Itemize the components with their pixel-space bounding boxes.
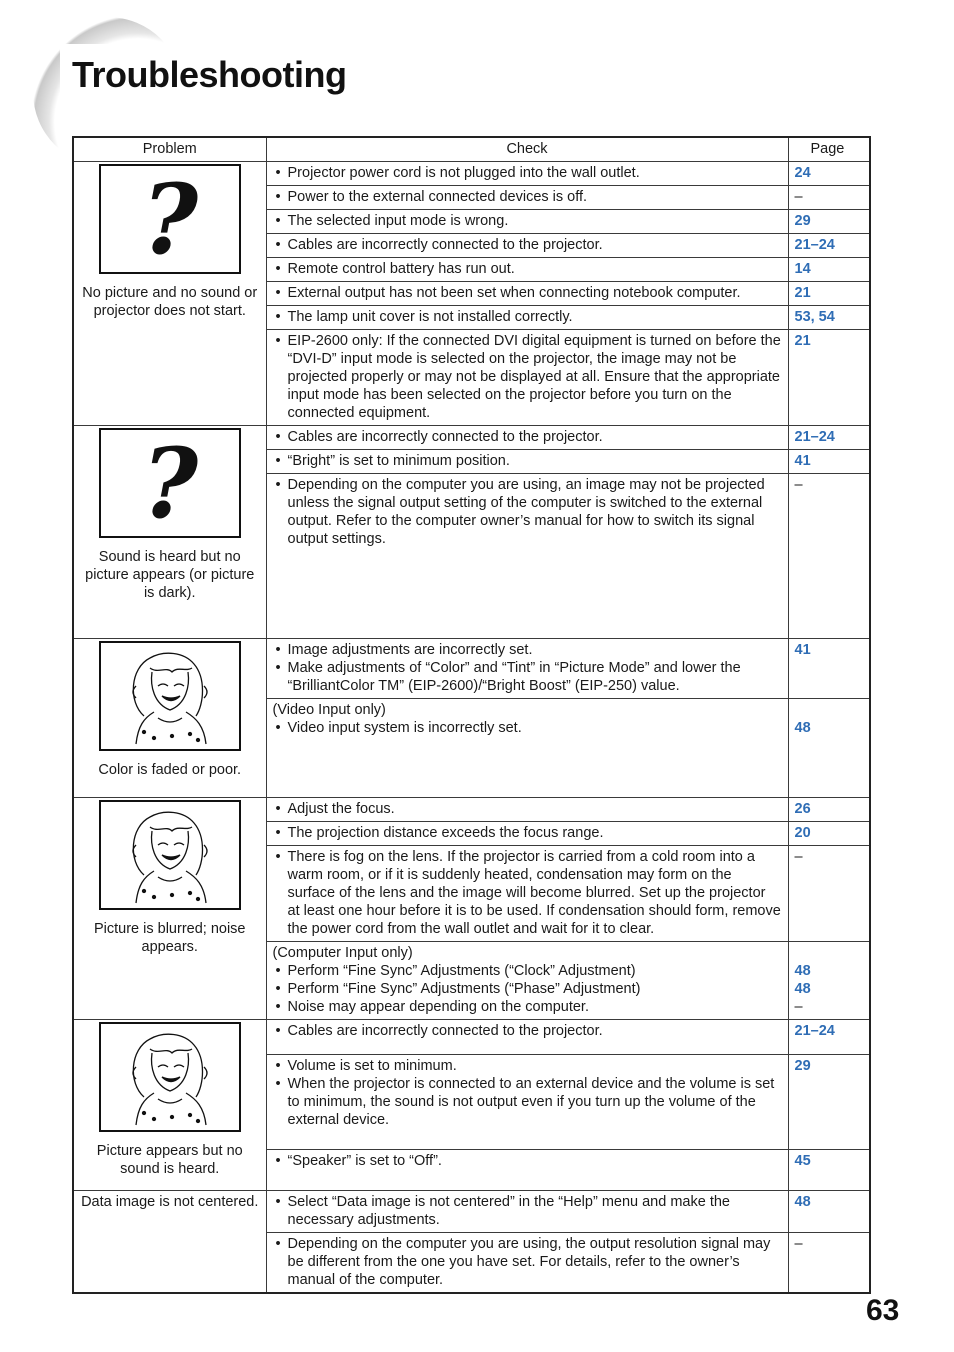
check-cell — [266, 846, 788, 942]
problem-label: Sound is heard but no picture appears (or picture is dark). — [85, 549, 255, 601]
page-ref[interactable]: 48 — [794, 720, 811, 736]
check-item: • Perform “Fine Sync” Adjustments (“Phase” Adjustment) — [273, 980, 782, 998]
page-ref[interactable]: 21–24 — [794, 1023, 835, 1039]
check-list — [273, 1022, 782, 1040]
table-row — [73, 426, 870, 450]
check-cell — [266, 639, 788, 699]
page-cell — [788, 210, 870, 234]
check-list — [273, 1193, 782, 1229]
page-ref: – — [794, 849, 803, 865]
check-cell — [266, 798, 788, 822]
page-cell — [788, 1191, 870, 1233]
check-list — [273, 848, 782, 938]
check-item: • When the projector is connected to an external device and the volume is set to minimum, the sound is not output even if you turn up the volume of the external device. — [273, 1075, 782, 1129]
check-item: • The selected input mode is wrong. — [273, 212, 782, 230]
check-item: • Cables are incorrectly connected to the projector. — [273, 236, 782, 254]
page-cell — [788, 426, 870, 450]
page-cell — [788, 282, 870, 306]
check-cell — [266, 258, 788, 282]
check-cell — [266, 306, 788, 330]
check-item: • Depending on the computer you are using, the output resolution signal may be different from the one you have set. For details, refer to the owner’s manual of the computer. — [273, 1235, 782, 1289]
page-ref[interactable]: 29 — [794, 1058, 811, 1074]
problem-label: Picture appears but no sound is heard. — [96, 1143, 243, 1177]
check-item: • “Bright” is set to minimum position. — [273, 452, 782, 470]
page-ref — [795, 944, 864, 962]
page-ref — [795, 701, 864, 719]
page-cell — [788, 162, 870, 186]
page-cell — [788, 798, 870, 822]
check-item: • There is fog on the lens. If the projector is carried from a cold room into a warm room, or if it is suddenly heated, condensation may form on the surface of the lens and the image will become blurred. Set up the projector at least one hour before it is to be used. If condensation should form, remove the power cord from the wall outlet and wait for it to clear. — [273, 848, 782, 938]
page-cell — [788, 942, 870, 1020]
page-cell — [788, 330, 870, 426]
problem-label: Picture is blurred; noise appears. — [93, 921, 246, 955]
problem-cell — [73, 639, 266, 798]
check-cell — [266, 474, 788, 639]
problem-cell — [73, 426, 266, 639]
problem-cell — [73, 798, 266, 1020]
page-cell — [788, 306, 870, 330]
check-item: • Cables are incorrectly connected to the projector. — [273, 1022, 782, 1040]
check-item: • Power to the external connected devices is off. — [273, 188, 782, 206]
check-item: • “Speaker” is set to “Off”. — [273, 1152, 782, 1170]
check-cell — [266, 1055, 788, 1150]
page-ref[interactable]: 21 — [794, 285, 811, 301]
page-cell — [788, 1020, 870, 1055]
page-ref[interactable]: 48 — [794, 981, 811, 997]
check-cell — [266, 186, 788, 210]
check-item: • Volume is set to minimum. — [273, 1057, 782, 1075]
page-cell — [788, 186, 870, 210]
page-ref[interactable]: 14 — [794, 261, 811, 277]
check-item: • Projector power cord is not plugged into the wall outlet. — [273, 164, 782, 182]
table-row — [73, 639, 870, 699]
header-page: Page — [788, 137, 870, 162]
page-ref: – — [794, 477, 803, 493]
check-item: • The lamp unit cover is not installed correctly. — [273, 308, 782, 326]
table-row — [73, 162, 870, 186]
page-ref[interactable]: 41 — [794, 453, 811, 469]
page-ref[interactable]: 29 — [794, 213, 811, 229]
check-cell — [266, 282, 788, 306]
page-cell — [788, 1150, 870, 1191]
check-cell — [266, 234, 788, 258]
check-item: • Noise may appear depending on the computer. — [273, 998, 782, 1016]
page-cell — [788, 822, 870, 846]
page-ref[interactable]: 20 — [794, 825, 811, 841]
page-ref[interactable]: 21–24 — [794, 237, 835, 253]
header-check: Check — [266, 137, 788, 162]
table-row — [73, 798, 870, 822]
check-list — [273, 800, 782, 818]
page-ref[interactable]: 24 — [794, 165, 811, 181]
check-cell — [266, 942, 788, 1020]
page-ref: – — [794, 189, 803, 205]
table-header-row — [73, 137, 870, 162]
check-list — [273, 260, 782, 278]
check-list — [273, 719, 782, 737]
girl-face-sketch-icon — [99, 800, 241, 910]
problem-label: Data image is not centered. — [81, 1194, 259, 1210]
check-item: • The projection distance exceeds the focus range. — [273, 824, 782, 842]
problem-cell — [73, 1020, 266, 1191]
check-item: • Cables are incorrectly connected to the projector. — [273, 428, 782, 446]
check-list — [273, 284, 782, 302]
check-list — [273, 308, 782, 326]
page-ref: – — [794, 999, 803, 1015]
header-problem: Problem — [73, 137, 266, 162]
check-cell — [266, 330, 788, 426]
svg-text:?: ? — [141, 441, 198, 525]
page-cell — [788, 450, 870, 474]
check-list — [273, 1235, 782, 1289]
check-list — [273, 164, 782, 182]
check-cell — [266, 426, 788, 450]
page-ref[interactable]: 48 — [794, 963, 811, 979]
svg-text:?: ? — [141, 177, 198, 261]
page-cell — [788, 258, 870, 282]
check-list — [273, 476, 782, 548]
check-list — [273, 824, 782, 842]
troubleshooting-table — [72, 136, 871, 1294]
page-cell — [788, 474, 870, 639]
check-intro: (Video Input only) — [272, 702, 386, 718]
page-cell — [788, 639, 870, 699]
page-ref[interactable]: 48 — [794, 1194, 811, 1210]
check-cell — [266, 210, 788, 234]
problem-cell — [73, 162, 266, 426]
question-mark-icon — [99, 164, 241, 274]
check-cell — [266, 699, 788, 798]
check-cell — [266, 450, 788, 474]
problem-label: Color is faded or poor. — [98, 762, 242, 778]
check-list — [273, 188, 782, 206]
check-cell — [266, 822, 788, 846]
girl-face-sketch-icon — [99, 1022, 241, 1132]
page-ref[interactable]: 41 — [794, 642, 811, 658]
check-list — [273, 332, 782, 422]
page-ref[interactable]: 21–24 — [794, 429, 835, 445]
page-cell — [788, 846, 870, 942]
check-list — [273, 236, 782, 254]
check-item: • Remote control battery has run out. — [273, 260, 782, 278]
check-item: • Depending on the computer you are using, an image may not be projected unless the signal output setting of the computer is switched to the external output. Refer to the computer owner’s manual for how to switch its signal output settings. — [273, 476, 782, 548]
check-list — [273, 962, 782, 1016]
check-item: • Select “Data image is not centered” in the “Help” menu and make the necessary adjustments. — [273, 1193, 782, 1229]
check-item: • Perform “Fine Sync” Adjustments (“Clock” Adjustment) — [273, 962, 782, 980]
check-intro: (Computer Input only) — [272, 945, 413, 961]
check-list — [273, 1057, 782, 1129]
check-item: • Video input system is incorrectly set. — [273, 719, 782, 737]
page-cell — [788, 234, 870, 258]
problem-label: No picture and no sound or projector does not start. — [82, 285, 258, 319]
check-item: • Image adjustments are incorrectly set. — [273, 641, 782, 659]
check-cell — [266, 162, 788, 186]
page-title: Troubleshooting — [72, 54, 347, 95]
check-cell — [266, 1020, 788, 1055]
problem-cell — [73, 1191, 266, 1294]
page-cell — [788, 1055, 870, 1150]
check-list — [273, 428, 782, 446]
page-cell — [788, 699, 870, 798]
check-item: • EIP-2600 only: If the connected DVI digital equipment is turned on before the “DVI-D” input mode is selected on the projector, the image may not be projected properly or may not be displayed at all. Ensure that the appropriate input mode has been selected on the projector before you turn on the connected equipment. — [273, 332, 782, 422]
check-cell — [266, 1233, 788, 1294]
page-ref[interactable]: 53, 54 — [794, 309, 835, 325]
check-item: • Adjust the focus. — [273, 800, 782, 818]
table-row — [73, 1191, 870, 1233]
check-list — [273, 1152, 782, 1170]
check-cell — [266, 1150, 788, 1191]
page-ref: – — [794, 1236, 803, 1252]
check-list — [273, 212, 782, 230]
check-list — [273, 641, 782, 695]
check-list — [273, 452, 782, 470]
question-mark-icon — [99, 428, 241, 538]
page-ref[interactable]: 26 — [794, 801, 811, 817]
page-cell — [788, 1233, 870, 1294]
page-number: 63 — [866, 1294, 900, 1327]
page-ref[interactable]: 21 — [794, 333, 811, 349]
page-ref[interactable]: 45 — [794, 1153, 811, 1169]
check-item: • External output has not been set when connecting notebook computer. — [273, 284, 782, 302]
girl-face-sketch-icon — [99, 641, 241, 751]
table-row — [73, 1020, 870, 1055]
check-cell — [266, 1191, 788, 1233]
check-item: • Make adjustments of “Color” and “Tint” in “Picture Mode” and lower the “BrilliantColor TM” (EIP-2600)/“Bright Boost” (EIP-250) value. — [273, 659, 782, 695]
